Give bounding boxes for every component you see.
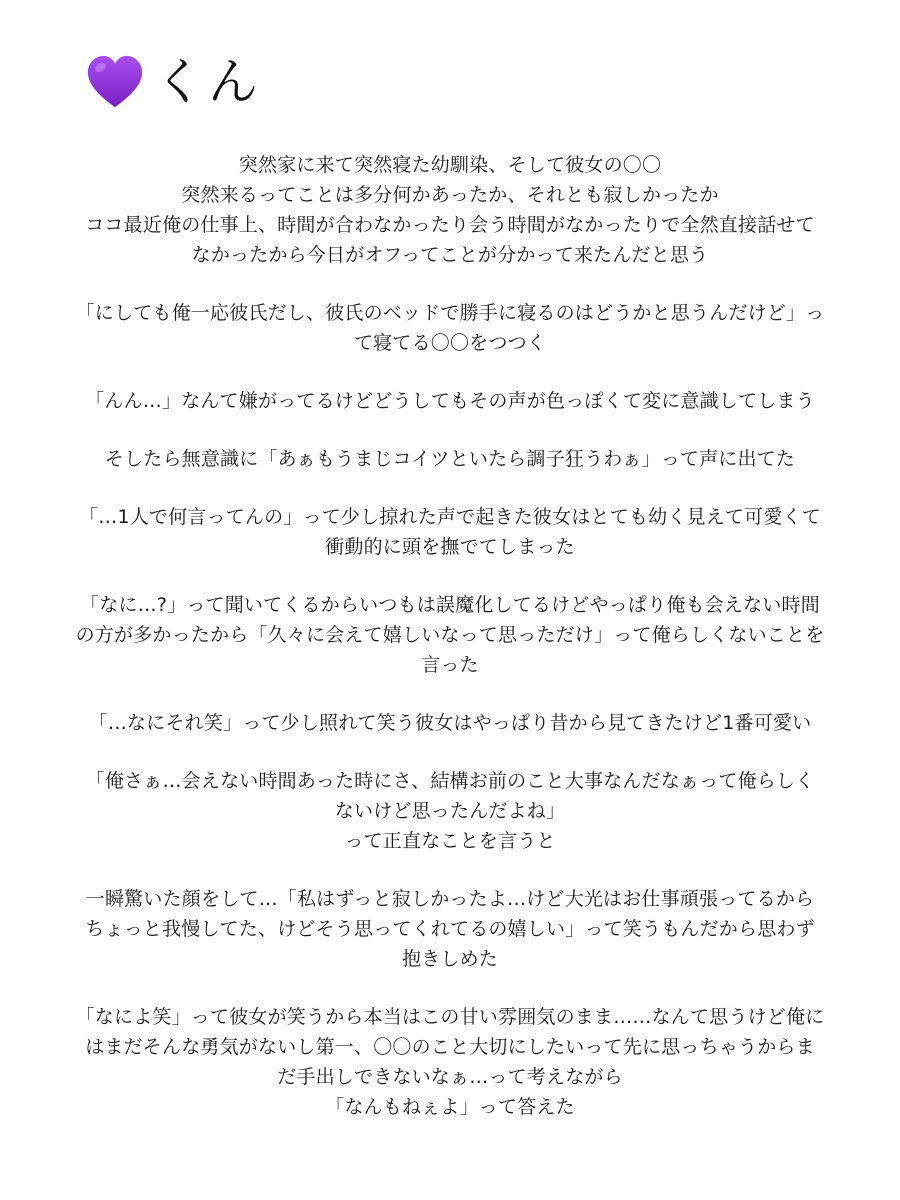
text-line: 「なんもねぇよ」って答えた bbox=[325, 1096, 575, 1118]
purple-heart-icon bbox=[84, 52, 146, 112]
paragraph bbox=[40, 766, 860, 856]
text-line: って正直なことを言うと bbox=[344, 830, 556, 852]
text-line: 「なによ笑」って彼女が笑うから本当はこの甘い雰囲気のまま……なんて思うけど俺に bbox=[75, 1006, 825, 1028]
text-line: なかったから今日がオフってことが分かって来たんだと思う bbox=[191, 244, 709, 266]
paragraph bbox=[40, 502, 860, 562]
text-line: 抱きしめた bbox=[401, 948, 498, 970]
paragraph bbox=[40, 150, 860, 270]
text-line: ちょっと我慢してた、けどそう思ってくれてるの嬉しい」って笑うもんだから思わず bbox=[85, 918, 815, 940]
text-line: 「にしても俺一応彼氏だし、彼氏のベッドで勝手に寝るのはどうかと思うんだけど」っ bbox=[75, 302, 825, 324]
text-line: の方が多かったから「久々に会えて嬉しいなって思っただけ」って俺らしくないことを bbox=[75, 624, 825, 646]
text-line: ないけど思ったんだよね」 bbox=[334, 800, 566, 822]
paragraph bbox=[40, 386, 860, 416]
paragraph bbox=[40, 590, 860, 680]
paragraph bbox=[40, 884, 860, 974]
document-title bbox=[84, 52, 262, 112]
paragraph bbox=[40, 708, 860, 738]
text-line: 「…なにそれ笑」って少し照れて笑う彼女はやっぱり昔から見てきたけど1番可愛い bbox=[88, 712, 812, 734]
text-line: 衝動的に頭を撫でてしまった bbox=[325, 536, 575, 558]
text-line: ココ最近俺の仕事上、時間が合わなかったり会う時間がなかったりで全然直接話せて bbox=[85, 214, 815, 236]
text-line: 突然来るってことは多分何かあったか、それとも寂しかったか bbox=[181, 184, 719, 206]
text-line: だ手出しできないなぁ…って考えながら bbox=[277, 1066, 623, 1088]
text-line: そしたら無意識に「あぁもうまじコイツといたら調子狂うわぁ」って声に出てた bbox=[104, 448, 796, 470]
paragraph bbox=[40, 1002, 860, 1122]
story-body bbox=[40, 150, 860, 1150]
text-line: 「なに…?」って聞いてくるからいつもは誤魔化してるけどやっぱり俺も会えない時間 bbox=[80, 594, 820, 616]
text-line: 「んん…」なんて嫌がってるけどどうしてもその声が色っぽくて変に意識してしまう bbox=[85, 390, 815, 412]
text-line: 「俺さぁ…会えない時間あった時にさ、結構お前のこと大事なんだなぁって俺らしく bbox=[85, 770, 815, 792]
paragraph bbox=[40, 444, 860, 474]
text-line: て寝てる〇〇をつつく bbox=[353, 332, 546, 354]
text-line: 言った bbox=[421, 654, 479, 676]
text-line: 一瞬驚いた顔をして…「私はずっと寂しかったよ…けど大光はお仕事頑張ってるから bbox=[85, 888, 815, 910]
text-line: 「…1人で何言ってんの」って少し掠れた声で起きた彼女はとても幼く見えて可愛くて bbox=[79, 506, 821, 528]
text-line: はまだそんな勇気がないし第一、〇〇のこと大切にしたいって先に思っちゃうからま bbox=[85, 1036, 815, 1058]
paragraph bbox=[40, 298, 860, 358]
title-text: くん bbox=[154, 53, 262, 111]
text-line: 突然家に来て突然寝た幼馴染、そして彼女の〇〇 bbox=[238, 154, 662, 176]
